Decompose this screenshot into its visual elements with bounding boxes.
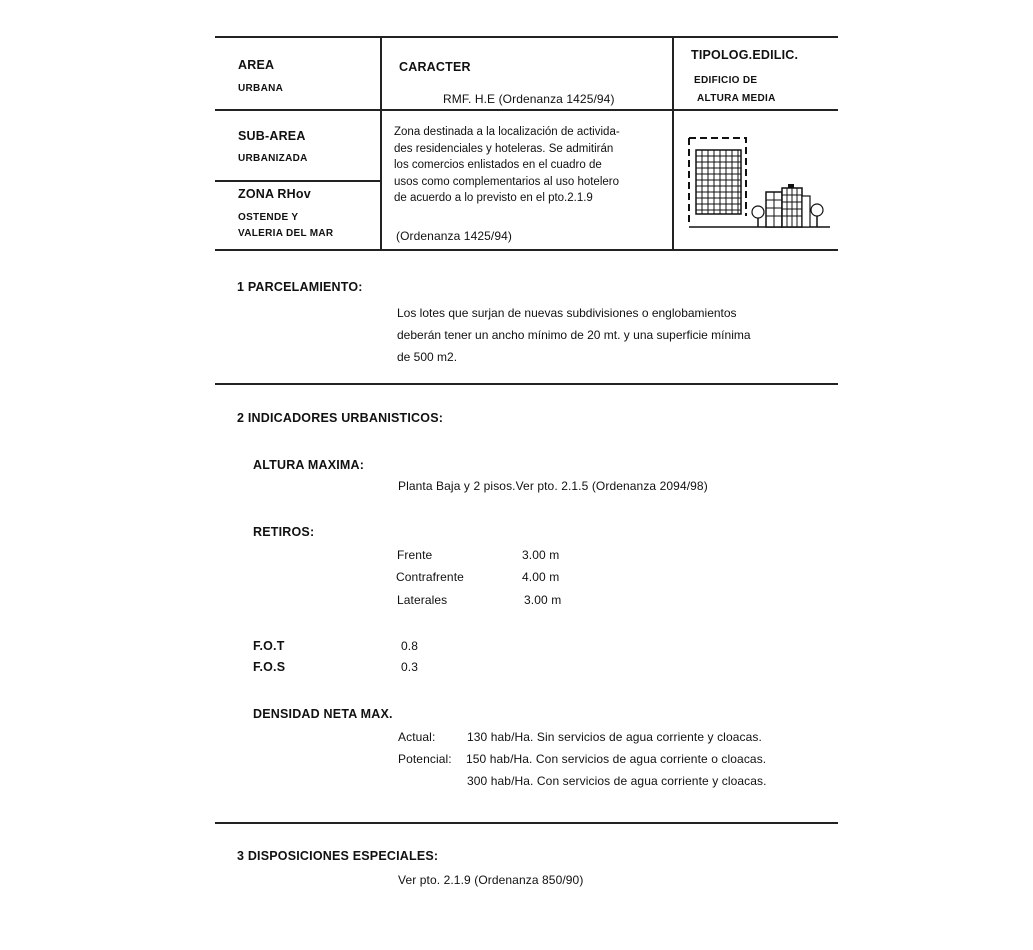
caracter-value: RMF. H.E (Ordenanza 1425/94) bbox=[443, 92, 615, 106]
retiro-frente-value: 3.00 m bbox=[522, 548, 560, 562]
area-value: URBANA bbox=[238, 83, 284, 94]
section1-title: 1 PARCELAMIENTO: bbox=[237, 280, 363, 294]
description-line: des residenciales y hoteleras. Se admitirán bbox=[394, 142, 614, 155]
section2-rule bbox=[215, 822, 838, 824]
retiros-label: RETIROS: bbox=[253, 525, 315, 539]
caracter-label: CARACTER bbox=[399, 60, 471, 74]
header-mid-rule bbox=[215, 109, 838, 111]
altura-label: ALTURA MAXIMA: bbox=[253, 458, 365, 472]
header-bottom-rule bbox=[215, 249, 838, 251]
fot-label: F.O.T bbox=[253, 639, 285, 653]
subarea-value: URBANIZADA bbox=[238, 153, 308, 164]
fos-value: 0.3 bbox=[401, 660, 418, 674]
altura-value: Planta Baja y 2 pisos.Ver pto. 2.1.5 (Ordenanza 2094/98) bbox=[398, 479, 708, 493]
retiro-contrafrente-value: 4.00 m bbox=[522, 570, 560, 584]
building-typology-illustration bbox=[684, 130, 834, 232]
description-line: de acuerdo a lo previsto en el pto.2.1.9 bbox=[394, 192, 593, 204]
section1-rule bbox=[215, 383, 838, 385]
zona-value-1: OSTENDE Y bbox=[238, 212, 299, 223]
section1-line: de 500 m2. bbox=[397, 350, 458, 364]
subarea-label: SUB-AREA bbox=[238, 129, 306, 143]
tipolog-value-1: EDIFICIO DE bbox=[694, 75, 758, 86]
retiro-laterales-label: Laterales bbox=[397, 593, 448, 607]
description-line: los comercios enlistados en el cuadro de bbox=[394, 159, 602, 171]
zona-description bbox=[394, 124, 669, 207]
zona-label: ZONA RHov bbox=[238, 187, 311, 201]
header-top-rule bbox=[215, 36, 838, 38]
fos-label: F.O.S bbox=[253, 660, 286, 674]
zona-divider-rule bbox=[215, 180, 381, 182]
section1-line: deberán tener un ancho mínimo de 20 mt. y una superficie mínima bbox=[397, 328, 751, 342]
section2-title: 2 INDICADORES URBANISTICOS: bbox=[237, 411, 444, 425]
zona-value-2: VALERIA DEL MAR bbox=[238, 228, 334, 239]
fot-value: 0.8 bbox=[401, 639, 418, 653]
area-label: AREA bbox=[238, 58, 275, 72]
actual-label: Actual: bbox=[398, 730, 436, 744]
retiro-frente-label: Frente bbox=[397, 548, 433, 562]
section3-title: 3 DISPOSICIONES ESPECIALES: bbox=[237, 849, 439, 863]
tipolog-label: TIPOLOG.EDILIC. bbox=[691, 48, 799, 62]
section3-value: Ver pto. 2.1.9 (Ordenanza 850/90) bbox=[398, 873, 584, 887]
densidad-label: DENSIDAD NETA MAX. bbox=[253, 707, 393, 721]
retiro-laterales-value: 3.00 m bbox=[524, 593, 562, 607]
tipolog-value-2: ALTURA MEDIA bbox=[697, 93, 776, 104]
potencial-value-2: 300 hab/Ha. Con servicios de agua corriente y cloacas. bbox=[467, 774, 767, 788]
description-line: Zona destinada a la localización de activida- bbox=[394, 126, 620, 138]
potencial-label: Potencial: bbox=[398, 752, 452, 766]
potencial-value-1: 150 hab/Ha. Con servicios de agua corriente o cloacas. bbox=[466, 752, 767, 766]
description-ordinance: (Ordenanza 1425/94) bbox=[396, 229, 512, 243]
actual-value: 130 hab/Ha. Sin servicios de agua corriente y cloacas. bbox=[467, 730, 762, 744]
retiro-contrafrente-label: Contrafrente bbox=[396, 570, 464, 584]
header-col-divider-1 bbox=[380, 36, 382, 251]
section1-line: Los lotes que surjan de nuevas subdivisiones o englobamientos bbox=[397, 306, 737, 320]
description-line: usos como complementarios al uso hotelero bbox=[394, 175, 620, 188]
section1-body bbox=[397, 302, 751, 368]
header-col-divider-2 bbox=[672, 36, 674, 251]
